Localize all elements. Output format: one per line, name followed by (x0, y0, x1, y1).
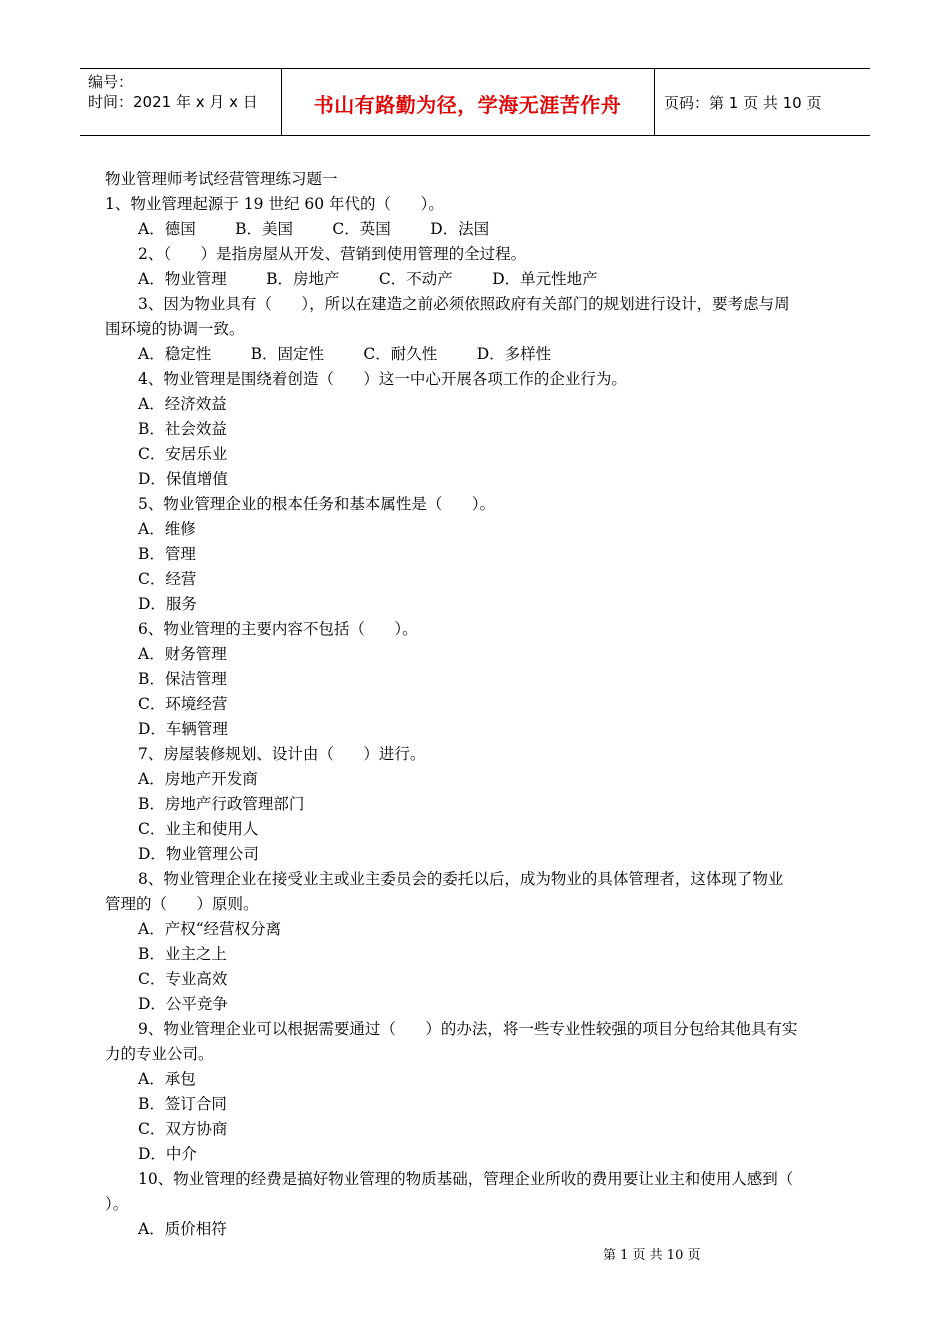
content-line: 2、（ ）是指房屋从开发、营销到使用管理的全过程。 (138, 245, 527, 263)
content-line: A．德国 B．美国 C．英国 D．法国 (138, 220, 490, 238)
content-line: A．物业管理 B．房地产 C．不动产 D．单元性地产 (138, 270, 598, 288)
content-line: B．签订合同 (138, 1095, 227, 1113)
content-line: 力的专业公司。 (105, 1045, 214, 1063)
content-line: C．双方协商 (138, 1120, 228, 1138)
content-line: 3、因为物业具有（ ），所以在建造之前必须依照政府有关部门的规划进行设计，要考虑与周 (138, 295, 790, 313)
content-line: 围环境的协调一致。 (105, 320, 245, 338)
document-header (80, 68, 870, 136)
content-line: A．财务管理 (138, 645, 227, 663)
content-line: 4、物业管理是围绕着创造（ ）这一中心开展各项工作的企业行为。 (138, 370, 627, 388)
content-line: D．车辆管理 (138, 720, 228, 738)
content-line: 9、物业管理企业可以根据需要通过（ ）的办法，将一些专业性较强的项目分包给其他具有实 (138, 1020, 798, 1038)
content-line: D．服务 (138, 595, 197, 613)
content-line: D．物业管理公司 (138, 845, 259, 863)
header-page-cell (654, 69, 870, 135)
motto-text: 书山有路勤为径，学海无涯苦作舟 (313, 93, 622, 117)
content-line: ）。 (105, 1195, 129, 1213)
header-info-cell (80, 69, 282, 135)
content-line: A．质价相符 (138, 1220, 227, 1238)
header-motto-cell (281, 69, 655, 135)
content-line: 7、房屋装修规划、设计由（ ）进行。 (138, 745, 426, 763)
content-line: B．社会效益 (138, 420, 227, 438)
content-line: 8、物业管理企业在接受业主或业主委员会的委托以后，成为物业的具体管理者，这体现了物业 (138, 870, 784, 888)
content-line: A．房地产开发商 (138, 770, 258, 788)
content-line: C．专业高效 (138, 970, 228, 988)
content-line: B．管理 (138, 545, 196, 563)
content-line: B．业主之上 (138, 945, 227, 963)
content-line: 管理的（ ）原则。 (105, 895, 259, 913)
document-title: 物业管理师考试经营管理练习题一 (105, 170, 338, 188)
content-line: D．公平竞争 (138, 995, 228, 1013)
content-line: D．中介 (138, 1145, 197, 1163)
content-line: A．产权“经营权分离 (138, 920, 282, 938)
content-line: D．保值增值 (138, 470, 228, 488)
content-line: A．承包 (138, 1070, 196, 1088)
content-line: C．经营 (138, 570, 197, 588)
content-line: 5、物业管理企业的根本任务和基本属性是（ ）。 (138, 495, 496, 513)
content-line: 1、物业管理起源于 19 世纪 60 年代的（ ）。 (105, 195, 444, 213)
content-line: A．维修 (138, 520, 196, 538)
content-line: C．业主和使用人 (138, 820, 259, 838)
document-time-label: 时间：2021 年 x 月 x 日 (88, 93, 258, 111)
document-body (105, 167, 847, 1242)
content-line: A．经济效益 (138, 395, 227, 413)
document-number-label: 编号： (88, 73, 134, 91)
content-line: 6、物业管理的主要内容不包括（ ）。 (138, 620, 418, 638)
header-page-number: 页码：第 1 页 共 10 页 (664, 94, 822, 112)
content-line: B．房地产行政管理部门 (138, 795, 305, 813)
content-line: C．安居乐业 (138, 445, 228, 463)
page-footer: 第 1 页 共 10 页 (603, 1248, 701, 1263)
content-line: A．稳定性 B．固定性 C．耐久性 D．多样性 (138, 345, 552, 363)
content-line: C．环境经营 (138, 695, 228, 713)
content-line: 10、物业管理的经费是搞好物业管理的物质基础，管理企业所收的费用要让业主和使用人感到（ (138, 1170, 794, 1188)
content-line: B．保洁管理 (138, 670, 227, 688)
